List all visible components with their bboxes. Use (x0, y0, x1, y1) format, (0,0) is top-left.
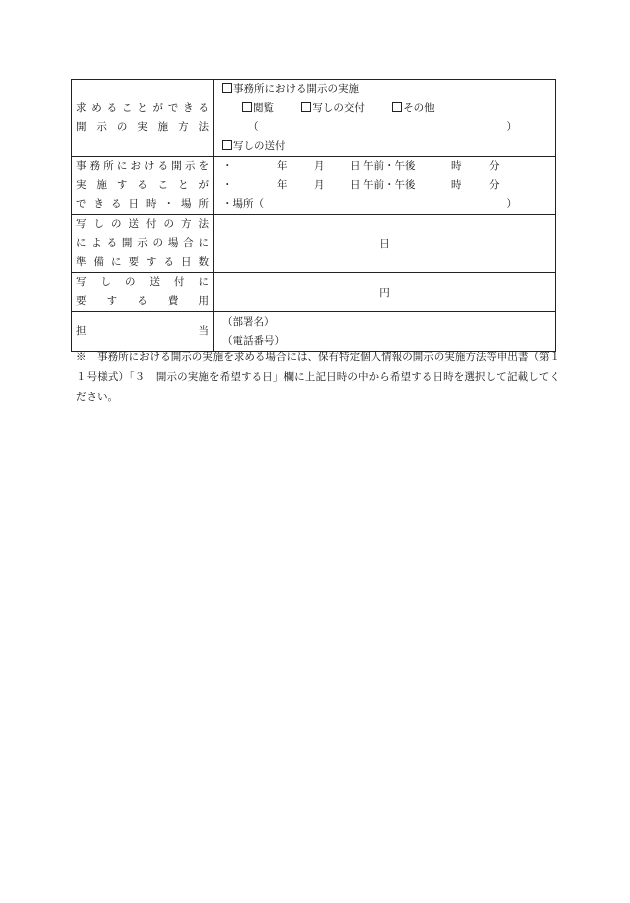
method-label (72, 80, 214, 157)
method-label-line-1: 求めることができる (76, 102, 209, 114)
datetime-month-1: 月 (314, 160, 325, 172)
footnote (76, 347, 560, 407)
days-label-line-1: 写しの送付の方法 (76, 218, 209, 230)
view-checkbox[interactable] (242, 102, 252, 112)
office-option-label: 事務所における開示の実施 (233, 83, 359, 95)
cost-label-line-1: 写しの送付に (76, 276, 209, 288)
days-label-line-3: 準備に要する日数 (76, 256, 209, 268)
place-label: ・場所（ (222, 198, 264, 210)
office-option[interactable] (222, 80, 547, 99)
contact-value[interactable] (214, 312, 556, 352)
place-field[interactable] (222, 195, 547, 214)
send-option-label: 写しの送付 (233, 140, 286, 152)
datetime-line-2[interactable] (222, 176, 547, 195)
days-value[interactable] (214, 215, 556, 273)
contact-label-text: 担当 (76, 325, 209, 337)
other-label: その他 (403, 102, 435, 114)
datetime-bullet-1: ・ (222, 160, 233, 172)
datetime-bullet-2: ・ (222, 179, 233, 191)
days-row (72, 215, 556, 273)
datetime-label-line-3: できる日時・場所 (76, 198, 209, 210)
contact-row (72, 312, 556, 352)
days-label (72, 215, 214, 273)
datetime-year-2: 年 (277, 179, 288, 191)
datetime-row (72, 157, 556, 215)
method-row (72, 80, 556, 157)
contact-dept: （部署名） (222, 315, 275, 328)
datetime-day-2: 日 (350, 179, 361, 191)
cost-label (72, 273, 214, 312)
datetime-label-line-2: 実施することが (76, 179, 209, 191)
footnote-text: 事務所における開示の実施を求める場合には、保有特定個人情報の開示の実施方法等申出書（第１１号様式）「３ 開示の実施を希望する日」欄に上記日時の中から希望する日時を選択して記載してください。 (76, 351, 561, 403)
datetime-minute-1: 分 (489, 160, 500, 172)
datetime-label (72, 157, 214, 215)
datetime-year-1: 年 (277, 160, 288, 172)
view-label: 閲覧 (253, 102, 274, 114)
days-label-line-2: による開示の場合に (76, 237, 209, 249)
disclosure-form-table (71, 79, 556, 352)
method-value (214, 80, 556, 157)
datetime-label-line-1: 事務所における開示を (76, 160, 209, 172)
datetime-ampm-1: 午前・午後 (363, 160, 416, 172)
send-option-checkbox[interactable] (222, 140, 232, 150)
cost-row (72, 273, 556, 312)
copy-delivery-label: 写しの交付 (312, 102, 365, 114)
copy-delivery-checkbox[interactable] (301, 102, 311, 112)
place-close: ） (506, 198, 517, 210)
contact-label (72, 312, 214, 352)
datetime-hour-2: 時 (451, 179, 462, 191)
cost-unit: 円 (379, 286, 390, 299)
days-unit: 日 (379, 238, 390, 250)
sub-options (222, 99, 547, 118)
send-option[interactable] (222, 137, 547, 156)
cost-label-line-2: 要する費用 (76, 295, 209, 307)
datetime-value (214, 157, 556, 215)
datetime-hour-1: 時 (451, 160, 462, 172)
datetime-day-1: 日 (350, 160, 361, 172)
cost-value[interactable] (214, 273, 556, 312)
other-detail-field[interactable] (222, 118, 547, 137)
contact-phone: （電話番号） (222, 334, 285, 347)
footnote-mark: ※ (76, 351, 87, 363)
datetime-minute-2: 分 (489, 179, 500, 191)
other-checkbox[interactable] (392, 102, 402, 112)
datetime-month-2: 月 (314, 179, 325, 191)
datetime-line-1[interactable] (222, 157, 547, 176)
other-paren-close: ） (506, 121, 517, 133)
method-label-line-2: 開示の実施方法 (76, 121, 209, 133)
datetime-ampm-2: 午前・午後 (363, 179, 416, 191)
other-paren-open: （ (248, 121, 259, 133)
office-option-checkbox[interactable] (222, 83, 232, 93)
